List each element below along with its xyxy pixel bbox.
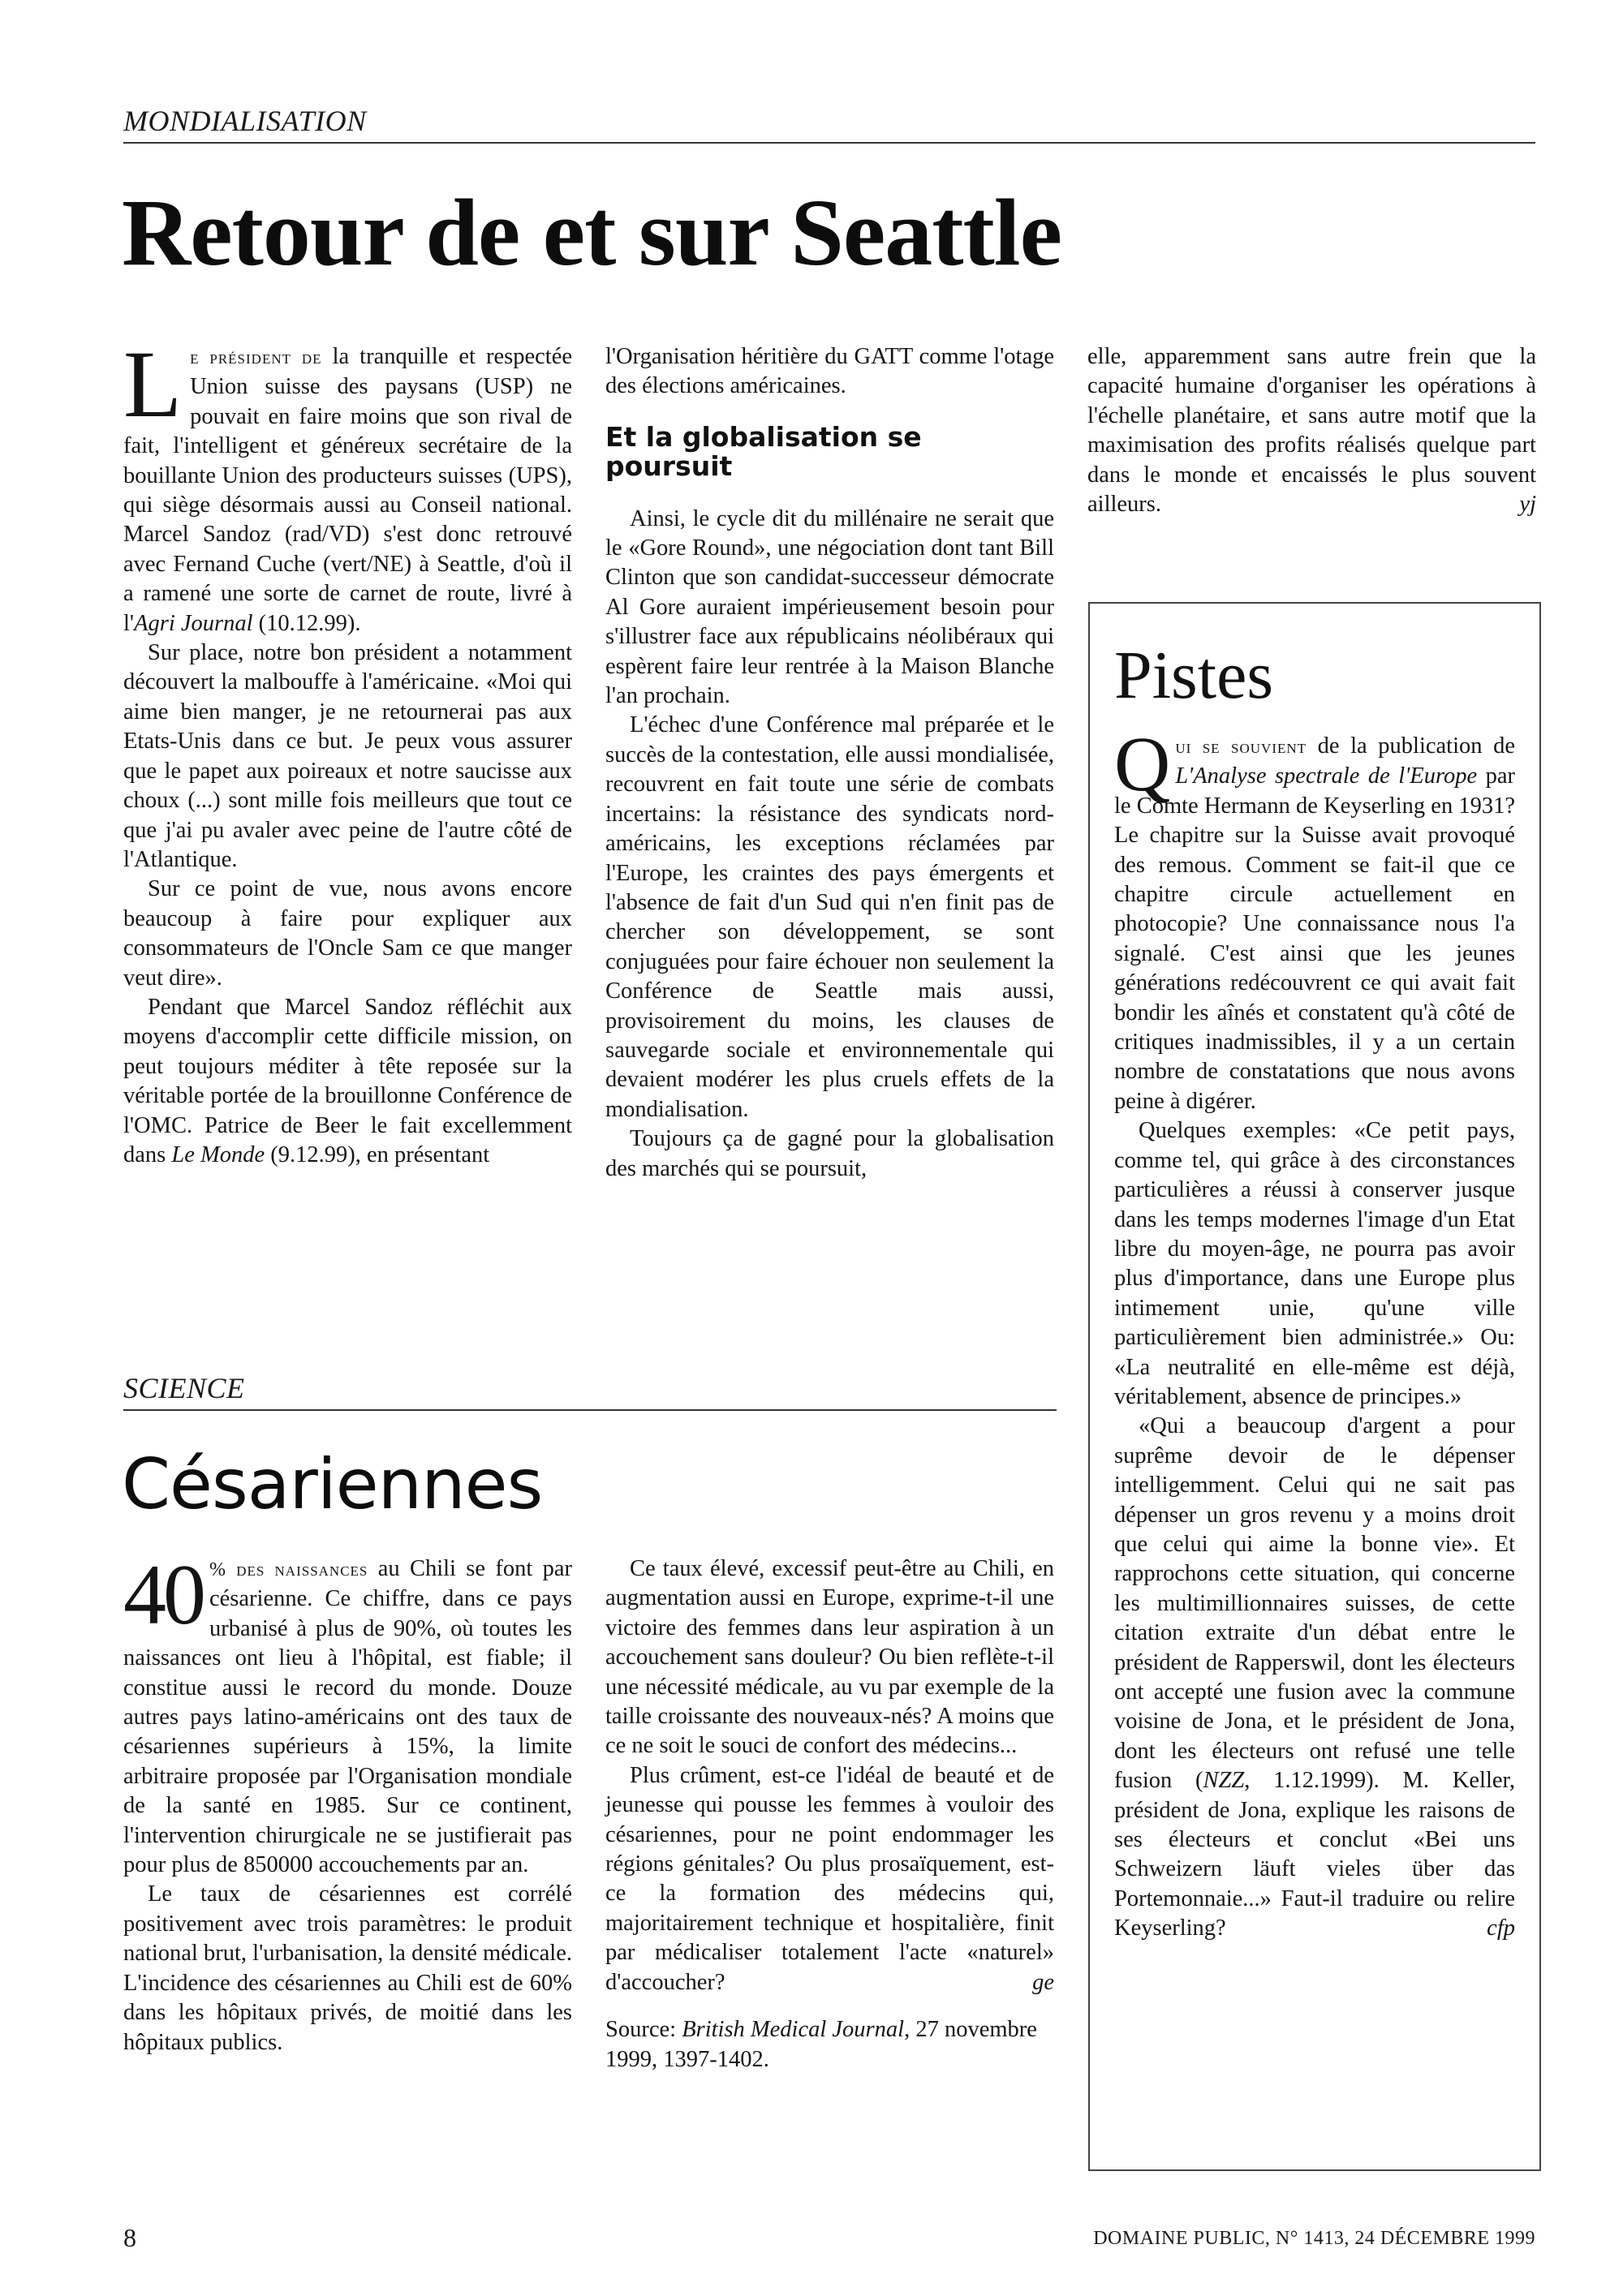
paragraph: au Chili se font par césarienne. Ce chiffre, dans ce pays urbanisé à plus de 90%, où toutes les naissances ont lieu à l'hôpital, est fiable; il constitue aussi le record du monde. Douze autres pays latino-américains ont des taux de césariennes supérieurs à 15%, la limite arbitraire proposée par l'Organisation mondiale de la santé en 1985. Sur ce continent, l'intervention chirurgicale ne se justifierait pas pour plus de 850000 accouchements par an. [123, 1556, 572, 1878]
paragraph: «Qui a beaucoup d'argent a pour suprême devoir de le dépenser intelligemment. Celui qui ne sait pas dépenser un gros revenu y a moins droit que celui qui aime la bonne vie». Et rapprochons cette situation, qui concerne les multimillionnaires suisses, de cette citation extraite d'un débat entre le président de Rapperswil, dont les électeurs ont accepté une fusion avec la commune voisine de Jona, et le président de Jona, dont les électeurs ont refusé une telle fusion ( [1114, 1413, 1515, 1794]
article-seattle-col1 [123, 331, 572, 1170]
lead-in: e président de [190, 347, 322, 368]
paragraph: , 1.12.1999). M. Keller, président de Jona, explique les raisons de ses électeurs et conclut «Bei uns Schweizern läuft vieles über das Portemonnaie...» Faut-il traduire ou relire Keyserling? [1114, 1768, 1515, 1941]
publication-title: Le Monde [171, 1142, 265, 1167]
lead-in: % des naissances [209, 1559, 368, 1580]
section-rule-top [123, 142, 1535, 144]
paragraph: Quelques exemples: «Ce petit pays, comme tel, qui grâce à des circonstances particulières a réussi à conserver jusque dans les temps modernes l'image d'un Etat libre du moyen-âge, ne pourra pas avoir plus d'importance, dans une Europe plus intimement unie, qu'une ville particulièrement bien administrée.» Ou: «La neutralité en elle-même est déjà, véritablement, absence de principes.» [1114, 1118, 1515, 1409]
publication-footer: DOMAINE PUBLIC, N° 1413, 24 DÉCEMBRE 1999 [1093, 2228, 1535, 2249]
paragraph: par le Comte Hermann de Keyserling en 1931? Le chapitre sur la Suisse avait provoqué des remous. Comment se fait-il que ce chapitre circule actuellement en photocopie? Une connaissance nous l'a signalé. C'est ainsi que les jeunes générations redécouvrent ce qui avait fait bondir les aînés et constatent qu'à côté de critiques inadmissibles, il y a un certain nombre de constatations que nous avons peine à digérer. [1114, 763, 1516, 1114]
paragraph: L'échec d'une Conférence mal préparée et le succès de la contestation, elle aussi mondialisée, recouvrent en fait toute une série de combats incertains: la résistance des syndicats nord-américains, les exceptions réclamées par l'Europe, les craintes des pays émergents et l'absence de fait d'un Sud qui n'en finit pas de chercher son développement, se sont conjuguées pour faire échouer non seulement la Conférence de Seattle mais aussi, provisoirement du moins, les clauses de sauvegarde sociale et environnementale qui devaient modérer les plus cruels effets de la mondialisation. [605, 712, 1054, 1122]
paragraph: Le taux de césariennes est corrélé positivement avec trois paramètres: le produit national brut, l'urbanisation, la densité médicale. L'incidence des césariennes au Chili est de 60% dans les hôpitaux privés, de moitié dans les hôpitaux publics. [123, 1881, 572, 2055]
paragraph: Ainsi, le cycle dit du millénaire ne serait que le «Gore Round», une négociation dont tant Bill Clinton que son candidat-successeur démocrate Al Gore auraient impérieusement besoin pour s'illustrer face aux républicains néolibéraux qui espèrent faire leur rentrée à la Maison Blanche l'an prochain. [605, 505, 1054, 709]
paragraph: Toujours ça de gagné pour la globalisation des marchés qui se poursuit, [605, 1126, 1054, 1181]
paragraph: Sur ce point de vue, nous avons encore beaucoup à faire pour expliquer aux consommateurs de l'Oncle Sam ce que manger veut dire». [123, 876, 572, 991]
paragraph: (10.12.99). [252, 610, 361, 636]
paragraph: l'Organisation héritière du GATT comme l'otage des élections américaines. [605, 344, 1054, 399]
paragraph: Plus crûment, est-ce l'idéal de beauté et de jeunesse qui pousse les femmes à vouloir des césariennes, pour ne point endommager les régions génitales? Ou plus prosaïquement, est-ce la formation des médecins qui, majoritairement technique et hospitalière, finit par médicaliser totalement l'acte «naturel» d'accoucher? [605, 1762, 1054, 1995]
paragraph: Pendant que Marcel Sandoz réfléchit aux moyens d'accomplir cette difficile mission, on peut toujours méditer à tête reposée sur la véritable portée de la brouillonne Conférence de l'OMC. Patrice de Beer le fait excellemment dans [123, 994, 572, 1167]
article-cesariennes-col2 [605, 1554, 1054, 2075]
article-seattle-col2 [605, 342, 1054, 1184]
section-label-science: SCIENCE [123, 1372, 245, 1404]
paragraph: elle, apparemment sans autre frein que la capacité humaine d'organiser les opérations à l'échelle planétaire, et sans autre motif que la maximisation des profits réalisés quelque part dans le monde et encaissés le plus souvent ailleurs. [1087, 344, 1536, 518]
sidebar-body [1114, 720, 1516, 1944]
paragraph: de la publication de [1317, 733, 1515, 759]
paragraph: (9.12.99), en présentant [265, 1142, 490, 1167]
page-number: 8 [123, 2223, 136, 2252]
paragraph: la tranquille et respectée Union suisse des paysans (USP) ne pouvait en faire moins que son rival de fait, l'intelligent et généreux secrétaire de la bouillante Union des producteurs suisses (UPS), qui siège désormais aussi au Conseil national. Marcel Sandoz (rad/VD) s'est donc retrouvé avec Fernand Cuche (vert/NE) à Seattle, d'où il a ramené une sorte de carnet de route, livré à l' [123, 344, 572, 636]
drop-cap: L [123, 331, 183, 437]
section-rule-science [123, 1409, 1057, 1411]
headline-cesariennes: Césariennes [122, 1444, 543, 1525]
author-signature: yj [1519, 492, 1536, 518]
sidebar-title: Pistes [1114, 638, 1274, 713]
headline-seattle: Retour de et sur Seattle [122, 179, 1061, 286]
source-title: British Medical Journal [682, 2017, 905, 2043]
author-signature: ge [1032, 1969, 1054, 1995]
sidebar-pistes [1088, 602, 1541, 2171]
publication-title: NZZ [1203, 1768, 1245, 1794]
source-details: , 27 novembre 1999, 1397-1402. [605, 2017, 1037, 2072]
drop-cap: Q [1114, 720, 1171, 807]
subheading: Et la globalisation se poursuit [605, 420, 922, 483]
paragraph: Sur place, notre bon président a notamment découvert la malbouffe à l'américaine. «Moi qui aime bien manger, je ne retournerai pas aux Etats-Unis dans ce but. Je peux vous assurer que le papet aux poireaux et notre saucisse aux choux (...) sont mille fois meilleurs que tout ce que j'ai pu avaler avec peine de l'autre côté de l'Atlantique. [123, 640, 572, 872]
article-cesariennes-col1 [123, 1547, 572, 2057]
section-label-mondialisation: MONDIALISATION [123, 105, 367, 137]
publication-title: Agri Journal [134, 610, 253, 636]
book-title: L'Analyse spectrale de l'Europe [1175, 763, 1478, 789]
source-label: Source: [605, 2017, 682, 2043]
author-signature: cfp [1487, 1915, 1515, 1941]
paragraph: Ce taux élevé, excessif peut-être au Chili, en augmentation aussi en Europe, exprime-t-il une victoire des femmes dans leur aspiration à un accouchement sans douleur? Ou bien reflète-t-il une nécessité médicale, au vu par exemple de la taille croissante des nouveaux-nés? A moins que ce ne soit le souci de confort des médecins... [605, 1556, 1054, 1759]
article-seattle-col3 [1087, 342, 1536, 519]
lead-in: ui se souvient [1175, 737, 1307, 758]
drop-number: 40 [123, 1547, 203, 1642]
